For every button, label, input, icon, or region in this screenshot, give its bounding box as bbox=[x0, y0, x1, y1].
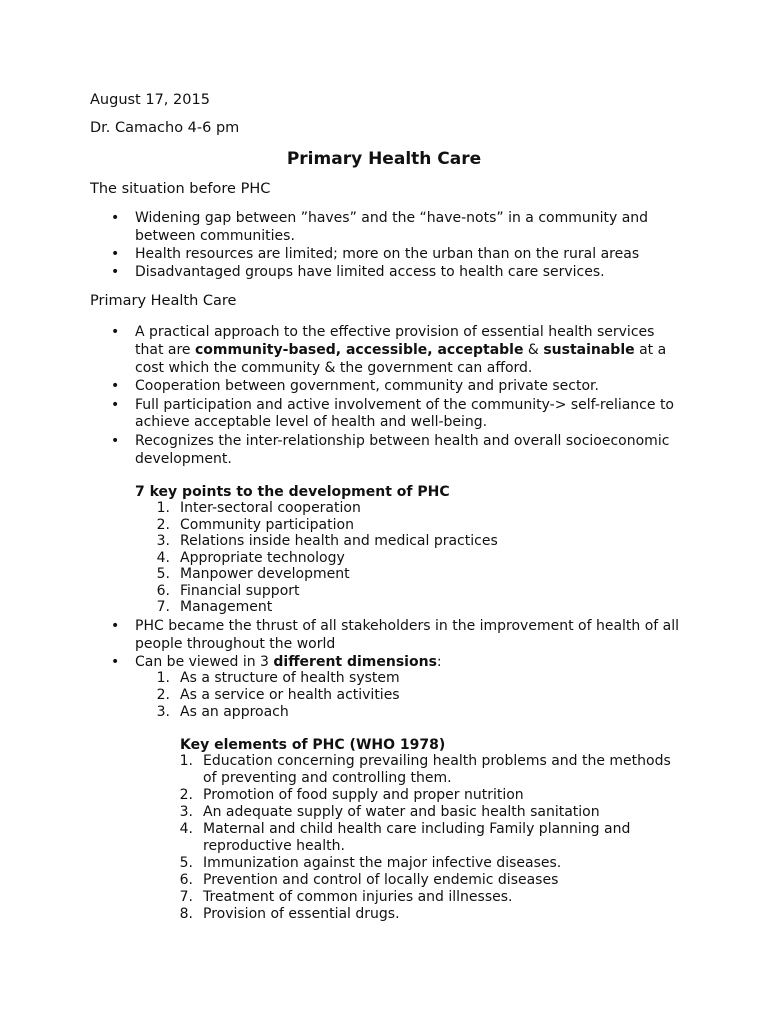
thrust-line-2: people throughout the world bbox=[135, 636, 336, 652]
key-point-item: Community participation bbox=[180, 517, 354, 533]
list-number: 8. bbox=[179, 906, 193, 922]
bullet-icon: • bbox=[111, 618, 120, 634]
key-element-item: Immunization against the major infective diseases. bbox=[203, 855, 562, 871]
bullet-icon: • bbox=[111, 397, 120, 413]
dimension-item: As a service or health activities bbox=[180, 687, 400, 703]
section-heading-situation: The situation before PHC bbox=[90, 181, 271, 197]
list-number: 4. bbox=[156, 550, 170, 566]
bullet-icon: • bbox=[111, 324, 120, 340]
phc-item-1-line-3: cost which the community & the government can afford. bbox=[135, 360, 533, 376]
list-number: 3. bbox=[156, 533, 170, 549]
emphasis: community-based, accessible, acceptable bbox=[194, 342, 524, 358]
key-point-item: Financial support bbox=[180, 583, 300, 599]
list-number: 7. bbox=[156, 599, 170, 615]
phc-item-4-line-1: Recognizes the inter-relationship between health and overall socioeconomic bbox=[135, 433, 670, 449]
emphasis: different dimensions bbox=[273, 654, 437, 670]
page-title: Primary Health Care bbox=[286, 149, 482, 169]
key-point-item: Management bbox=[180, 599, 273, 615]
list-number: 1. bbox=[156, 500, 170, 516]
section-heading-phc: Primary Health Care bbox=[90, 293, 237, 309]
emphasis: sustainable bbox=[543, 342, 635, 358]
list-number: 2. bbox=[156, 687, 170, 703]
key-element-item: Prevention and control of locally endemic diseases bbox=[203, 872, 559, 888]
list-number: 4. bbox=[179, 821, 193, 837]
situation-item-1-line-1: Widening gap between ”haves” and the “have-nots” in a community and bbox=[135, 210, 649, 226]
list-number: 1. bbox=[156, 670, 170, 686]
bullet-icon: • bbox=[111, 654, 120, 670]
bullet-icon: • bbox=[111, 264, 120, 280]
list-number: 5. bbox=[156, 566, 170, 582]
key-element-item-1-line-2: of preventing and controlling them. bbox=[203, 770, 452, 786]
dimension-item: As a structure of health system bbox=[180, 670, 400, 686]
situation-item-2: Health resources are limited; more on the urban than on the rural areas bbox=[135, 246, 640, 262]
list-number: 6. bbox=[179, 872, 193, 888]
key-point-item: Appropriate technology bbox=[180, 550, 345, 566]
phc-item-3-line-1: Full participation and active involvement of the community-> self-reliance to bbox=[135, 397, 674, 413]
key-points-heading: 7 key points to the development of PHC bbox=[135, 484, 450, 500]
list-number: 7. bbox=[179, 889, 193, 905]
list-number: 1. bbox=[179, 753, 193, 769]
situation-item-1-line-2: between communities. bbox=[135, 228, 295, 244]
list-number: 6. bbox=[156, 583, 170, 599]
phc-item-1-line-2: that are community-based, accessible, acceptable & sustainable at a bbox=[135, 342, 667, 358]
dimension-item: As an approach bbox=[180, 704, 289, 720]
bullet-icon: • bbox=[111, 210, 120, 226]
phc-item-3-line-2: achieve acceptable level of health and well-being. bbox=[135, 414, 488, 430]
schedule: Dr. Camacho 4-6 pm bbox=[90, 120, 240, 136]
date: August 17, 2015 bbox=[90, 92, 210, 108]
dimensions-line: Can be viewed in 3 different dimensions: bbox=[135, 654, 442, 670]
bullet-icon: • bbox=[111, 246, 120, 262]
bullet-icon: • bbox=[111, 433, 120, 449]
key-elements-heading: Key elements of PHC (WHO 1978) bbox=[180, 737, 446, 753]
key-point-item: Inter-sectoral cooperation bbox=[180, 500, 361, 516]
situation-item-3: Disadvantaged groups have limited access to health care services. bbox=[135, 264, 605, 280]
list-number: 3. bbox=[156, 704, 170, 720]
list-number: 5. bbox=[179, 855, 193, 871]
key-point-item: Relations inside health and medical practices bbox=[180, 533, 498, 549]
key-element-item-1-line-1: Education concerning prevailing health problems and the methods bbox=[203, 753, 671, 769]
phc-item-4-line-2: development. bbox=[135, 451, 232, 467]
key-element-item: Provision of essential drugs. bbox=[203, 906, 400, 922]
key-element-item-4-line-1: Maternal and child health care including Family planning and bbox=[203, 821, 631, 837]
phc-item-1-line-1: A practical approach to the effective provision of essential health services bbox=[135, 324, 655, 340]
thrust-line-1: PHC became the thrust of all stakeholders in the improvement of health of all bbox=[135, 618, 680, 634]
phc-item-2: Cooperation between government, community and private sector. bbox=[135, 378, 599, 394]
key-element-item: Treatment of common injuries and illnesses. bbox=[203, 889, 513, 905]
list-number: 3. bbox=[179, 804, 193, 820]
list-number: 2. bbox=[179, 787, 193, 803]
key-element-item: Promotion of food supply and proper nutrition bbox=[203, 787, 524, 803]
key-point-item: Manpower development bbox=[180, 566, 350, 582]
list-number: 2. bbox=[156, 517, 170, 533]
bullet-icon: • bbox=[111, 378, 120, 394]
key-element-item: An adequate supply of water and basic health sanitation bbox=[203, 804, 600, 820]
key-element-item-4-line-2: reproductive health. bbox=[203, 838, 345, 854]
